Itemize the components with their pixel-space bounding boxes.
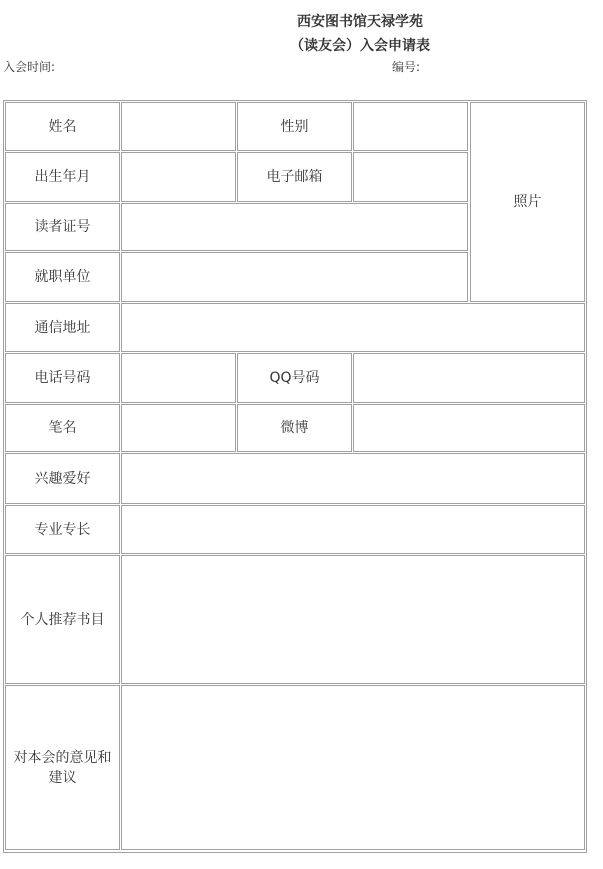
name-label: 姓名 [5,102,120,151]
weibo-label: 微博 [237,404,352,452]
phone-field[interactable] [121,353,236,403]
form-subtitle: （读友会）入会申请表 [290,38,430,54]
pen-name-field[interactable] [121,404,236,452]
weibo-field[interactable] [353,404,585,452]
phone-label: 电话号码 [5,353,120,403]
hobbies-label: 兴趣爱好 [5,453,120,504]
email-label: 电子邮箱 [237,152,352,202]
join-time-label: 入会时间: [3,60,56,74]
recommended-books-field[interactable] [121,555,585,684]
expertise-field[interactable] [121,505,585,554]
reader-id-label: 读者证号 [5,203,120,251]
employer-field[interactable] [121,252,468,302]
birth-field[interactable] [121,152,236,202]
form-title: 西安图书馆天禄学苑 [297,14,423,30]
birth-label: 出生年月 [5,152,120,202]
expertise-label: 专业专长 [5,505,120,554]
application-form-table [3,100,587,853]
photo-cell: 照片 [470,102,585,302]
qq-field[interactable] [353,353,585,403]
suggestions-field[interactable] [121,685,585,850]
gender-label: 性别 [237,102,352,151]
email-field[interactable] [353,152,468,202]
hobbies-field[interactable] [121,453,585,504]
employer-label: 就职单位 [5,252,120,302]
suggestions-label: 对本会的意见和建议 [5,685,120,850]
gender-field[interactable] [353,102,468,151]
qq-label: QQ号码 [237,353,352,403]
name-field[interactable] [121,102,236,151]
reader-id-field[interactable] [121,203,468,251]
number-label: 编号: [392,60,421,74]
pen-name-label: 笔名 [5,404,120,452]
recommended-books-label: 个人推荐书目 [5,555,120,684]
address-field[interactable] [121,303,585,352]
address-label: 通信地址 [5,303,120,352]
